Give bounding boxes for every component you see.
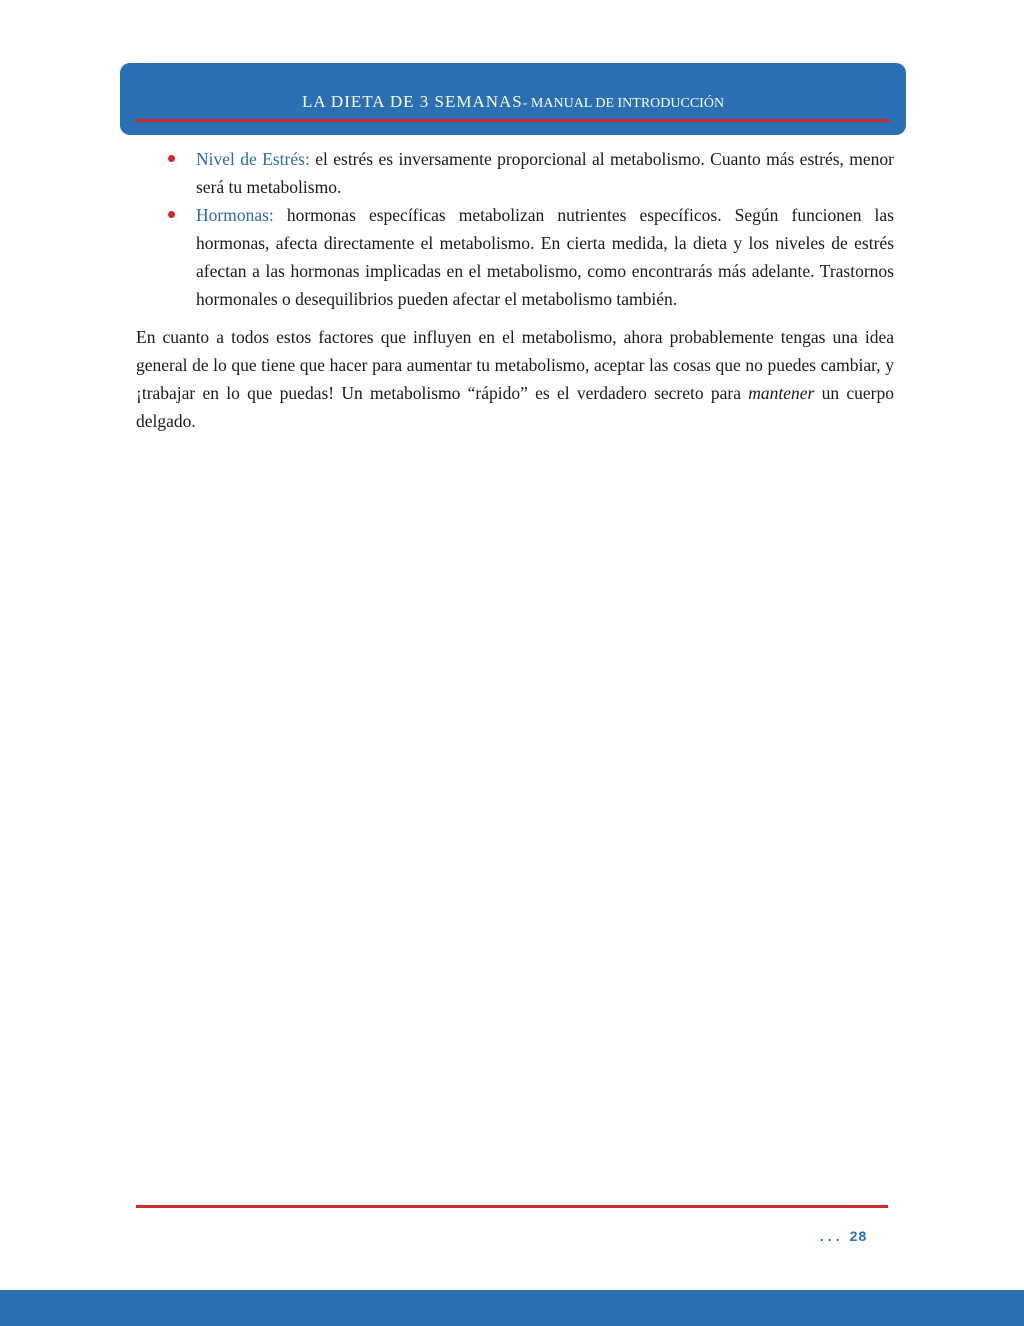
document-title: [120, 92, 906, 112]
document-title-main: LA DIETA DE 3 SEMANAS: [301, 92, 523, 111]
page-number-value: 28: [849, 1228, 868, 1244]
bullet-dot-icon: [168, 155, 175, 162]
page-number: [820, 1228, 867, 1244]
bullet-term: Hormonas:: [196, 205, 274, 225]
bullet-dot-icon: [168, 211, 175, 218]
bullet-item-hormonas: [136, 201, 894, 313]
bullet-text: el estrés es inversamente proporcional al metabolismo. Cuanto más estrés, menor será tu metabolismo.: [196, 149, 895, 197]
bottom-bar: [0, 1290, 1024, 1326]
header-rule: [136, 119, 890, 122]
paragraph-text-before: En cuanto a todos estos factores que influyen en el metabolismo, ahora probablemente tengas una idea general de lo que tiene que hacer para aumentar tu metabolismo, aceptar las cosas que no puedes cambiar, y ¡trabajar en lo que puedas! Un metabolismo “rápido” es el verdadero secreto para: [136, 327, 894, 403]
header-banner: [120, 63, 906, 135]
bullet-item-nivel-de-estres: [136, 145, 894, 201]
bullet-list: [136, 145, 894, 313]
document-title-sub: - MANUAL DE INTRODUCCIÓN: [522, 96, 725, 111]
paragraph-emphasis: mantener: [748, 383, 815, 403]
paragraph-text-after: un cuerpo delgado.: [136, 383, 894, 431]
bullet-text: hormonas específicas metabolizan nutrientes específicos. Según funcionen las hormonas, afecta directamente el metabolismo. En cierta medida, la dieta y los niveles de estrés afectan a las hormonas implicadas en el metabolismo, como encontrarás más adelante. Trastornos hormonales o desequilibrios pueden afectar el metabolismo también.: [196, 205, 894, 309]
page-number-dots: ...: [820, 1228, 844, 1244]
bullet-term: Nivel de Estrés:: [196, 149, 310, 169]
body-paragraph: [136, 323, 894, 435]
footer-rule: [136, 1205, 888, 1208]
page-content: [136, 145, 894, 435]
